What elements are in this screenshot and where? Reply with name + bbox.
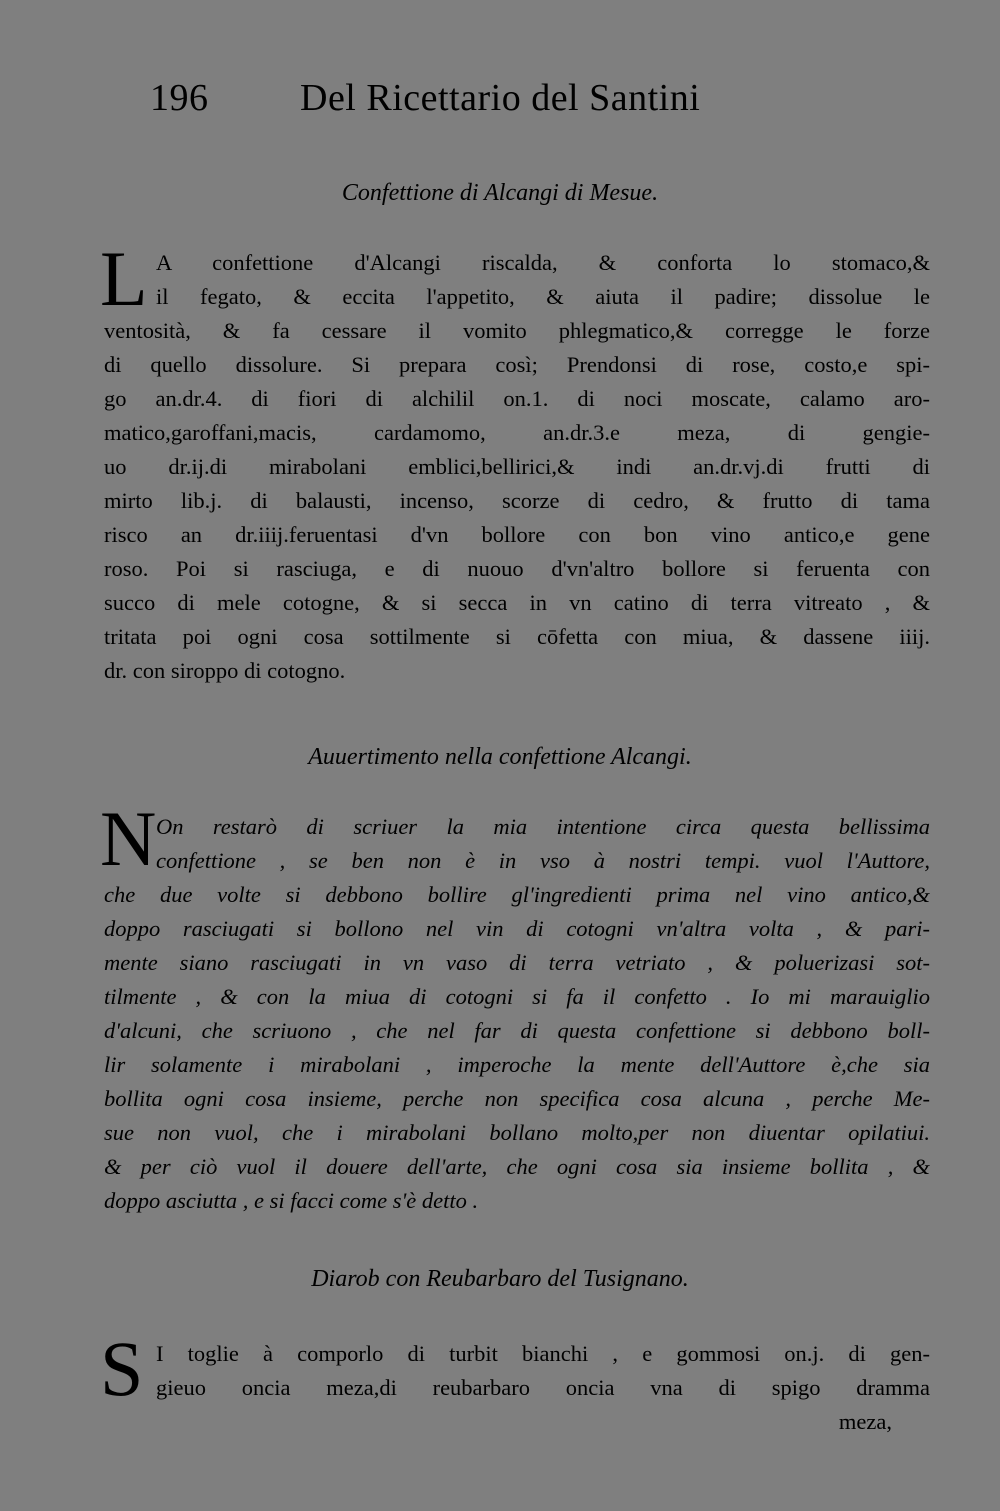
section-heading-diarob: Diarob con Reubarbaro del Tusignano. <box>311 1266 689 1292</box>
text-line: mirto lib.j. di balausti, incenso, scorze di cedro, & frutto di tama <box>104 488 930 513</box>
text-line: I toglie à comporlo di turbit bianchi , e gommosi on.j. di gen- <box>156 1341 930 1366</box>
text-line: dr. con siroppo di cotogno. <box>104 658 346 683</box>
text-line: doppo rasciugati si bollono nel vin di cotogni vn'altra volta , & pari- <box>104 916 930 941</box>
section-heading-auuertimento: Auuertimento nella confettione Alcangi. <box>308 744 692 770</box>
text-line: lir solamente i mirabolani , imperoche la mente dell'Auttore è,che sia <box>104 1052 930 1077</box>
catchword: meza, <box>838 1409 892 1434</box>
text-line: ventosità, & fa cessare il vomito phlegmatico,& corregge le forze <box>104 318 930 343</box>
text-line: risco an dr.iiij.feruentasi d'vn bollore con bon vino antico,e gene <box>104 522 930 547</box>
text-line: uo dr.ij.di mirabolani emblici,bellirici,& indi an.dr.vj.di frutti di <box>104 454 930 479</box>
text-line: mente siano rasciugati in vn vaso di terra vetriato , & poluerizasi sot- <box>104 950 930 975</box>
text-line: bollita ogni cosa insieme, perche non specifica cosa alcuna , perche Me- <box>104 1086 930 1111</box>
section-body-alcangi <box>104 246 930 688</box>
text-line: il fegato, & eccita l'appetito, & aiuta il padire; dissolue le <box>156 284 930 309</box>
text-line: matico,garoffani,macis, cardamomo, an.dr.3.e meza, di gengie- <box>104 420 930 445</box>
page-header <box>150 72 790 124</box>
running-title: Del Ricettario del Santini <box>300 77 701 119</box>
text-line: di quello dissolure. Si prepara così; Prendonsi di rose, costo,e spi- <box>104 352 930 377</box>
section-body-auuertimento <box>104 810 930 1218</box>
drop-cap-n: N <box>100 795 157 882</box>
section-body-diarob <box>104 1337 930 1405</box>
text-line: doppo asciutta , e si facci come s'è detto . <box>104 1188 479 1213</box>
text-line: confettione , se ben non è in vso à nostri tempi. vuol l'Auttore, <box>156 848 930 873</box>
text-line: go an.dr.4. di fiori di alchilil on.1. di noci moscate, calamo aro- <box>104 386 930 411</box>
text-line: A confettione d'Alcangi riscalda, & conforta lo stomaco,& <box>156 250 930 275</box>
drop-cap-l: L <box>100 235 148 322</box>
text-line: d'alcuni, che scriuono , che nel far di questa confettione si debbono boll- <box>104 1018 930 1043</box>
text-line: tilmente , & con la miua di cotogni si fa il confetto . Io mi marauiglio <box>104 984 930 1009</box>
text-line: roso. Poi si rasciuga, e di nuouo d'vn'altro bollore si feruenta con <box>104 556 930 581</box>
page-number: 196 <box>150 77 209 119</box>
text-line: & per ciò vuol il douere dell'arte, che ogni cosa sia insieme bollita , & <box>104 1154 930 1179</box>
text-line: sue non vuol, che i mirabolani bollano molto,per non diuentar opilatiui. <box>104 1120 930 1145</box>
text-line: On restarò di scriuer la mia intentione circa questa bellissima <box>156 814 930 839</box>
text-line: gieuo oncia meza,di reubarbaro oncia vna di spigo dramma <box>156 1375 930 1400</box>
text-line: succo di mele cotogne, & si secca in vn catino di terra vitreato , & <box>104 590 930 615</box>
text-line: che due volte si debbono bollire gl'ingredienti prima nel vino antico,& <box>104 882 930 907</box>
text-line: tritata poi ogni cosa sottilmente si cōfetta con miua, & dassene iiij. <box>104 624 930 649</box>
section-heading-alcangi: Confettione di Alcangi di Mesue. <box>341 180 659 206</box>
drop-cap-s: S <box>100 1325 144 1412</box>
